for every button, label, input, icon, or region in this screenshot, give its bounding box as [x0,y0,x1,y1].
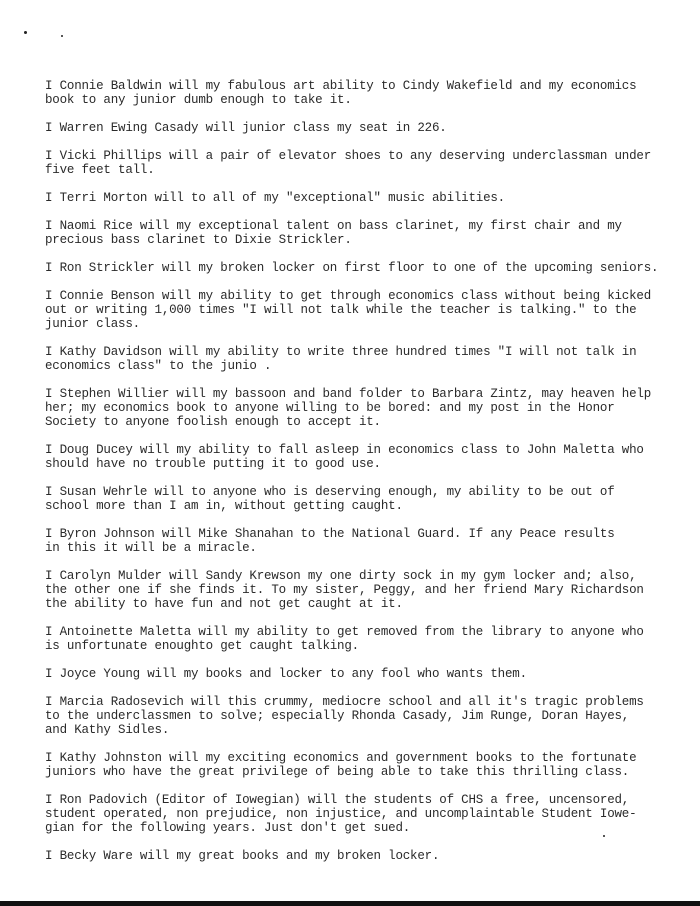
will-entry: I Connie Baldwin will my fabulous art ability to Cindy Wakefield and my economics book to any junior dumb enough to take it. [45,79,637,107]
will-entry: I Connie Benson will my ability to get through economics class without being kicked out or writing 1,000 times "I will not talk while the teacher is talking." to the junior class. [45,289,652,331]
will-entry: I Doug Ducey will my ability to fall asleep in economics class to John Maletta who should have no trouble putting it to good use. [45,443,644,471]
scan-edge [0,901,700,906]
will-entry: I Kathy Davidson will my ability to write three hundred times "I will not talk in economics class" to the junio . [45,345,637,373]
scan-speck [61,35,63,37]
will-entry: I Susan Wehrle will to anyone who is deserving enough, my ability to be out of school more than I am in, without getting caught. [45,485,615,513]
will-entry: I Byron Johnson will Mike Shanahan to the National Guard. If any Peace results in this it will be a miracle. [45,527,615,555]
will-entry: I Carolyn Mulder will Sandy Krewson my one dirty sock in my gym locker and; also, the other one if she finds it. To my sister, Peggy, and her friend Mary Richardson the ability to have fun and not get caught at it. [45,569,644,611]
scan-speck [24,31,27,34]
will-entry: I Vicki Phillips will a pair of elevator shoes to any deserving underclassman under five feet tall. [45,149,652,177]
will-entry: I Ron Padovich (Editor of Iowegian) will the students of CHS a free, uncensored, student operated, non prejudice, non injustice, and uncomplaintable Student Iowe- gian for the following years. Just don't get sued. [45,793,637,835]
will-entry: I Antoinette Maletta will my ability to get removed from the library to anyone who is unfortunate enoughto get caught talking. [45,625,644,653]
will-entry: I Stephen Willier will my bassoon and band folder to Barbara Zintz, may heaven help her; my economics book to anyone willing to be bored: and my post in the Honor Society to anyone foolish enough to accept it. [45,387,652,429]
will-entry: I Becky Ware will my great books and my broken locker. [45,849,440,863]
will-entry: I Joyce Young will my books and locker to any fool who wants them. [45,667,527,681]
will-entries [45,79,685,877]
will-entry: I Warren Ewing Casady will junior class my seat in 226. [45,121,447,135]
will-entry: I Marcia Radosevich will this crummy, mediocre school and all it's tragic problems to the underclassmen to solve; especially Rhonda Casady, Jim Runge, Doran Hayes, and Kathy Sidles. [45,695,644,737]
will-entry: I Kathy Johnston will my exciting economics and government books to the fortunate juniors who have the great privilege of being able to take this thrilling class. [45,751,637,779]
will-entry: I Terri Morton will to all of my "exceptional" music abilities. [45,191,505,205]
will-entry: I Ron Strickler will my broken locker on first floor to one of the upcoming seniors. [45,261,659,275]
will-entry: I Naomi Rice will my exceptional talent on bass clarinet, my first chair and my precious bass clarinet to Dixie Strickler. [45,219,622,247]
